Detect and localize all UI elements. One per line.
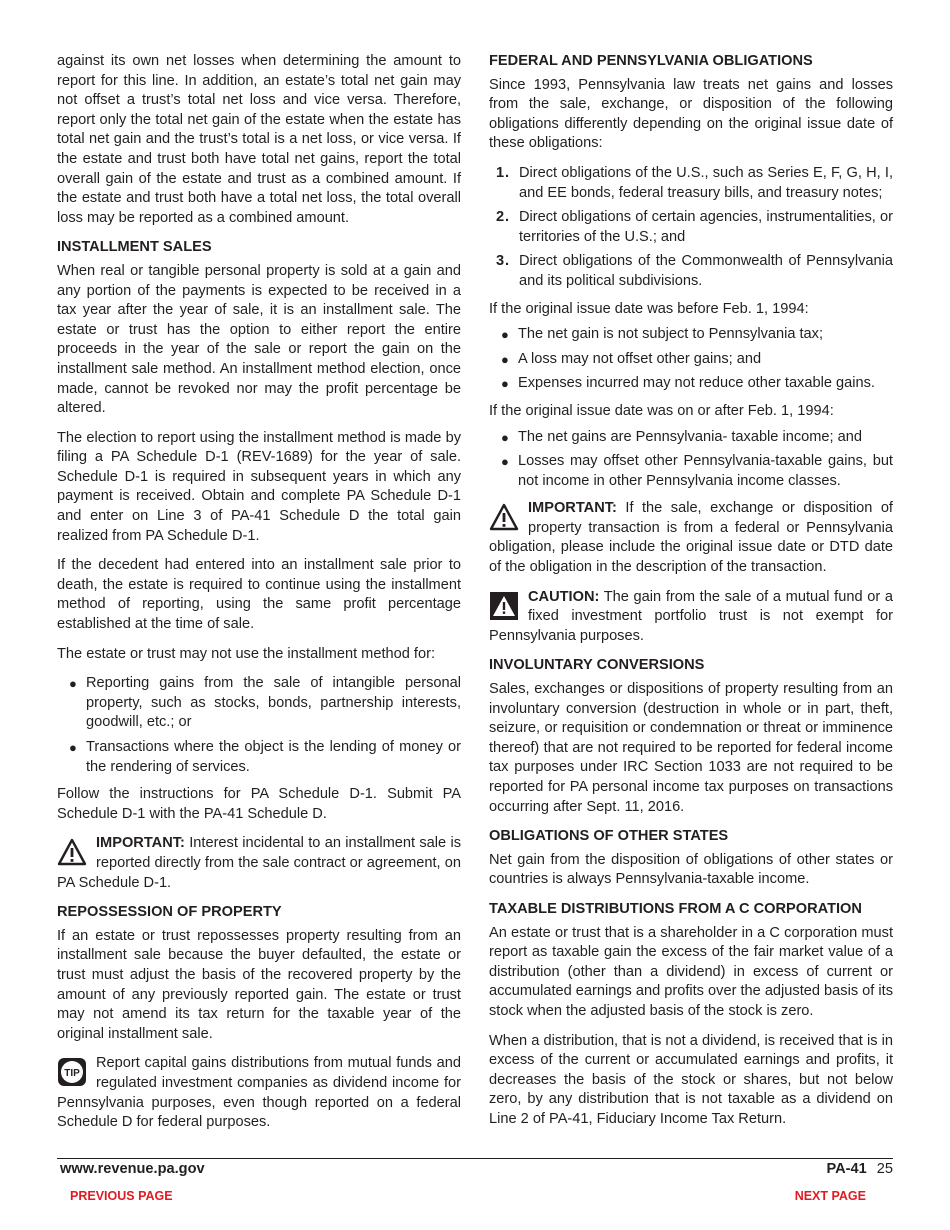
- form-name: PA-41: [826, 1161, 867, 1177]
- important-text: Interest incidental to an installment sale is reported directly from the sale contract or agreement, on PA Schedule D-1.: [57, 835, 461, 891]
- list-item: 3 . Direct obligations of the Commonwealth of Pennsylvania and its political subdivisions.: [496, 253, 893, 289]
- caution-label: CAUTION:: [528, 588, 600, 605]
- left-column: [57, 52, 461, 1143]
- before-date-bullet-list: [489, 325, 893, 394]
- tip-icon: [57, 1057, 87, 1087]
- obligations-numbered-list: [489, 164, 893, 292]
- right-column: [489, 52, 893, 1140]
- list-item: ● A loss may not offset other gains; and: [489, 350, 893, 370]
- page-number: 25: [876, 1161, 893, 1177]
- tip-text: Report capital gains distributions from mutual funds and regulated investment companies as dividend income for Pennsylvania purposes, even though reported on a federal Schedule D for federal purposes.: [57, 1055, 461, 1131]
- installment-paragraph-3: If the decedent had entered into an installment sale prior to death, the estate is required to continue using the installment method of reporting, using the same profit percentage established at the time of sale.: [57, 557, 461, 633]
- installment-paragraph-2: The election to report using the installment method is made by filing a PA Schedule D-1 (REV-1689) for the year of sale. Schedule D-1 is required in subsequent years in which any payment is received. Obtain and complete PA Schedule D-1 and enter on Line 3 of PA-41 Schedule D the total gain realized from PA Schedule D-1.: [57, 429, 461, 544]
- bullet-icon: ●: [501, 454, 509, 470]
- c-corporation-paragraph-1: An estate or trust that is a shareholder in a C corporation must report as taxable gain the excess of the fair market value of a distribution (other than a dividend) in excess of current or accumulated earnings and profits over the adjusted basis of its stock when the adjusted basis of the stock is zero.: [489, 924, 893, 1019]
- list-item: ● Reporting gains from the sale of intangible personal property, such as stocks, bonds, partnership interests, goodwill, etc.; or: [69, 675, 461, 731]
- federal-obligations-paragraph: Since 1993, Pennsylvania law treats net gains and losses from the sale, exchange, or disposition of the following obligations differently depending on the original issue date of these obligations:: [489, 76, 893, 152]
- bullet-icon: ●: [69, 676, 77, 692]
- c-corporation-paragraph-2: When a distribution, that is not a dividend, is received that is in excess of the current or accumulated earnings and profits, it decreases the basis of the stock or shares, but not below zero, by any distribution that is not taxable as a dividend on Line 2 of PA-41, Fiduciary Income Tax Return.: [489, 1032, 893, 1127]
- after-date-intro: If the original issue date was on or after Feb. 1, 1994:: [489, 402, 834, 419]
- important-label: IMPORTANT:: [528, 500, 617, 517]
- bullet-icon: ●: [501, 376, 509, 392]
- page-footer-id: [826, 1161, 893, 1177]
- installment-paragraph-4: The estate or trust may not use the installment method for:: [57, 645, 435, 662]
- list-item: ● Expenses incurred may not reduce other taxable gains.: [489, 374, 893, 394]
- caution-text: The gain from the sale of a mutual fund or a fixed investment portfolio trust is not exempt for Pennsylvania purposes.: [489, 588, 893, 644]
- important-label: IMPORTANT:: [96, 835, 185, 852]
- list-item: ● Losses may offset other Pennsylvania-taxable gains, but not income in other Pennsylvania income classes.: [501, 453, 893, 489]
- list-item: 2 . Direct obligations of certain agencies, instrumentalities, or territories of the U.S.; and: [496, 209, 893, 245]
- installment-sales-heading: INSTALLMENT SALES: [57, 239, 212, 256]
- warning-icon: [489, 502, 519, 532]
- important-note-obligations: [489, 499, 893, 577]
- federal-obligations-heading: FEDERAL AND PENNSYLVANIA OBLIGATIONS: [489, 53, 813, 69]
- bullet-icon: ●: [501, 351, 509, 367]
- involuntary-conversions-paragraph: Sales, exchanges or dispositions of property resulting from an involuntary conversion (destruction in whole or in part, theft, seizure, or requisition or condemnation or threat or imminence thereof) that are not required to be reported for federal income tax purposes under IRC Section 1033 are not required to be reported for PA personal income tax purposes on transactions occurring after Sept. 11, 2016.: [489, 681, 893, 815]
- bullet-icon: ●: [69, 740, 77, 755]
- c-corporation-heading: TAXABLE DISTRIBUTIONS FROM A C CORPORATION: [489, 900, 862, 917]
- repossession-paragraph: If an estate or trust repossesses property resulting from an installment sale because the buyer defaulted, the estate or trust must adjust the basis of the recovered property by the amount of any previously reported gain. The estate or trust may not amend its tax return for the taxable year of the original installment sale.: [57, 927, 461, 1042]
- list-item: ● Transactions where the object is the lending of money or the rendering of services.: [69, 739, 461, 775]
- before-date-intro: If the original issue date was before Feb. 1, 1994:: [489, 300, 809, 317]
- footer-divider: [57, 1158, 893, 1159]
- bullet-icon: ●: [501, 327, 509, 343]
- after-date-bullet-list: [489, 428, 893, 492]
- svg-text:TIP: TIP: [64, 1068, 80, 1080]
- installment-paragraph-1: When real or tangible personal property is sold at a gain and any portion of the payments is expected to be received in a tax year after the year of sale, it is an installment sale. The estate or trust has the option to either report the entire proceeds in the year of the sale or report the gain on the installment sale method. An installment method election, once made, cannot be revoked nor may the profit percentage be altered.: [57, 262, 461, 417]
- intro-paragraph: against its own net losses when determining the amount to report for this line. In addition, an estate’s total net gain may not offset a trust’s total net loss and vice versa. Therefore, report only the total net gain of the estate when the estate has total net gain and the trust’s total is a net loss, or vice versa. If the estate and trust both have total net gains, report the total overall gain of the estate and trust as a combined amount. If the estate and trust both have a total net loss, the total overall loss may be reported as a combined amount.: [57, 53, 461, 226]
- next-page-link[interactable]: NEXT PAGE: [794, 1189, 866, 1203]
- warning-icon: [57, 837, 87, 867]
- important-text: If the sale, exchange or disposition of property transaction is from a federal or Pennsylvania obligation, please include the original issue date or DTD date of the obligation in the description of the transaction.: [489, 500, 893, 576]
- list-item: ● The net gain is not subject to Pennsylvania tax;: [489, 325, 893, 345]
- list-item: 1 . Direct obligations of the U.S., such as Series E, F, G, H, I, and EE bonds, federal treasury bills, and treasury notes;: [496, 164, 893, 201]
- bullet-icon: ●: [501, 429, 509, 445]
- installment-bullet-list: [57, 674, 461, 777]
- other-states-heading: OBLIGATIONS OF OTHER STATES: [489, 828, 729, 845]
- list-item: ● The net gains are Pennsylvania- taxable income; and: [489, 428, 893, 448]
- caution-icon: [489, 591, 519, 621]
- website-url: www.revenue.pa.gov: [60, 1161, 205, 1177]
- involuntary-conversions-heading: INVOLUNTARY CONVERSIONS: [489, 657, 705, 674]
- caution-note: [489, 588, 893, 647]
- important-note-installment: [57, 834, 461, 893]
- repossession-heading: REPOSSESSION OF PROPERTY: [57, 904, 282, 921]
- other-states-paragraph: Net gain from the disposition of obligations of other states or countries is always Pennsylvania-taxable income.: [489, 851, 893, 888]
- previous-page-link[interactable]: PREVIOUS PAGE: [70, 1189, 173, 1203]
- tip-note: [57, 1054, 461, 1132]
- installment-paragraph-5: Follow the instructions for PA Schedule D-1. Submit PA Schedule D-1 with the PA-41 Schedule D.: [57, 786, 461, 822]
